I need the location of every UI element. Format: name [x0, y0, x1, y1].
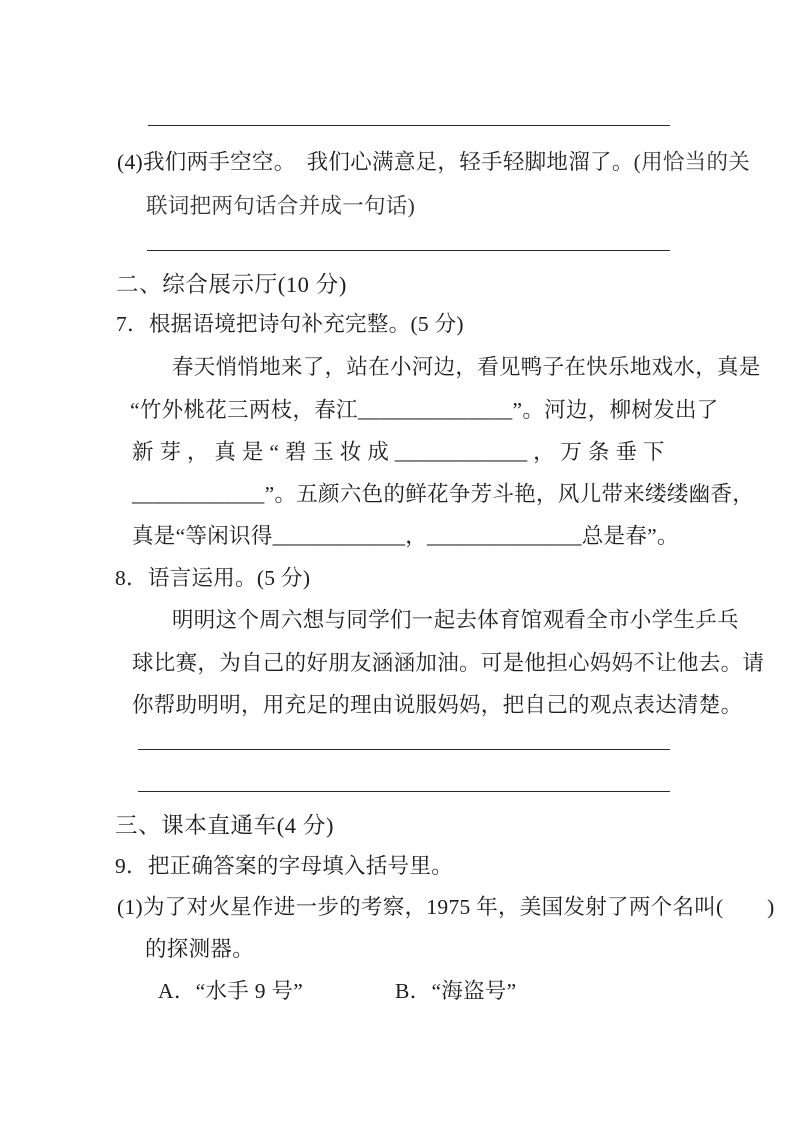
q9-option-a: A．“水手 9 号”	[158, 979, 304, 1003]
answer-line	[148, 125, 670, 126]
answer-line	[138, 791, 670, 792]
q9-title: 9．把正确答案的字母填入括号里。	[115, 854, 454, 878]
q9-item-1-line-2: 的探测器。	[145, 937, 255, 961]
q4-sentence-line-1	[117, 147, 750, 177]
q7-text-line-1: 春天悄悄地来了，站在小河边，看见鸭子在快乐地戏水，真是	[172, 355, 761, 379]
q7-text-line-3: 新 芽 ， 真 是 “ 碧 玉 妆 成 ____________ ， 万 条 垂 下	[132, 440, 665, 464]
q7-title: 7．根据语境把诗句补充完整。(5 分)	[116, 312, 464, 336]
q8-title: 8．语言运用。(5 分)	[115, 566, 311, 590]
q9-option-b: B．“海盗号”	[395, 979, 517, 1003]
q9-item-1-line-1: (1)为了对火星作进一步的考察，1975 年，美国发射了两个名叫( )	[117, 895, 775, 919]
q4-instruction-note-start: (用恰当的关	[633, 150, 751, 174]
q7-text-line-5: 真是“等闲识得____________，______________总是春”。	[132, 524, 679, 548]
q7-text-line-2: “竹外桃花三两枝，春江______________”。河边，柳树发出了	[130, 398, 719, 422]
q7-text-line-4: ____________”。五颜六色的鲜花争芳斗艳，风儿带来缕缕幽香，	[132, 482, 755, 506]
section-2-heading: 二、综合展示厅(10 分)	[116, 272, 347, 297]
section-3-heading: 三、课本直通车(4 分)	[115, 813, 335, 838]
q4-sentence-text: (4)我们两手空空。 我们心满意足，轻手轻脚地溜了。	[117, 150, 634, 174]
q4-instruction-note-end: 联词把两句话合并成一句话)	[146, 194, 416, 218]
q8-text-line-2: 球比赛，为自己的好朋友涵涵加油。可是他担心妈妈不让他去。请	[132, 651, 765, 675]
q8-text-line-1: 明明这个周六想与同学们一起去体育馆观看全市小学生乒乓	[172, 608, 739, 632]
q8-text-line-3: 你帮助明明，用充足的理由说服妈妈，把自己的观点表达清楚。	[132, 693, 743, 717]
q9-options-row	[158, 976, 517, 1006]
answer-line	[147, 250, 670, 251]
answer-line	[138, 749, 670, 750]
